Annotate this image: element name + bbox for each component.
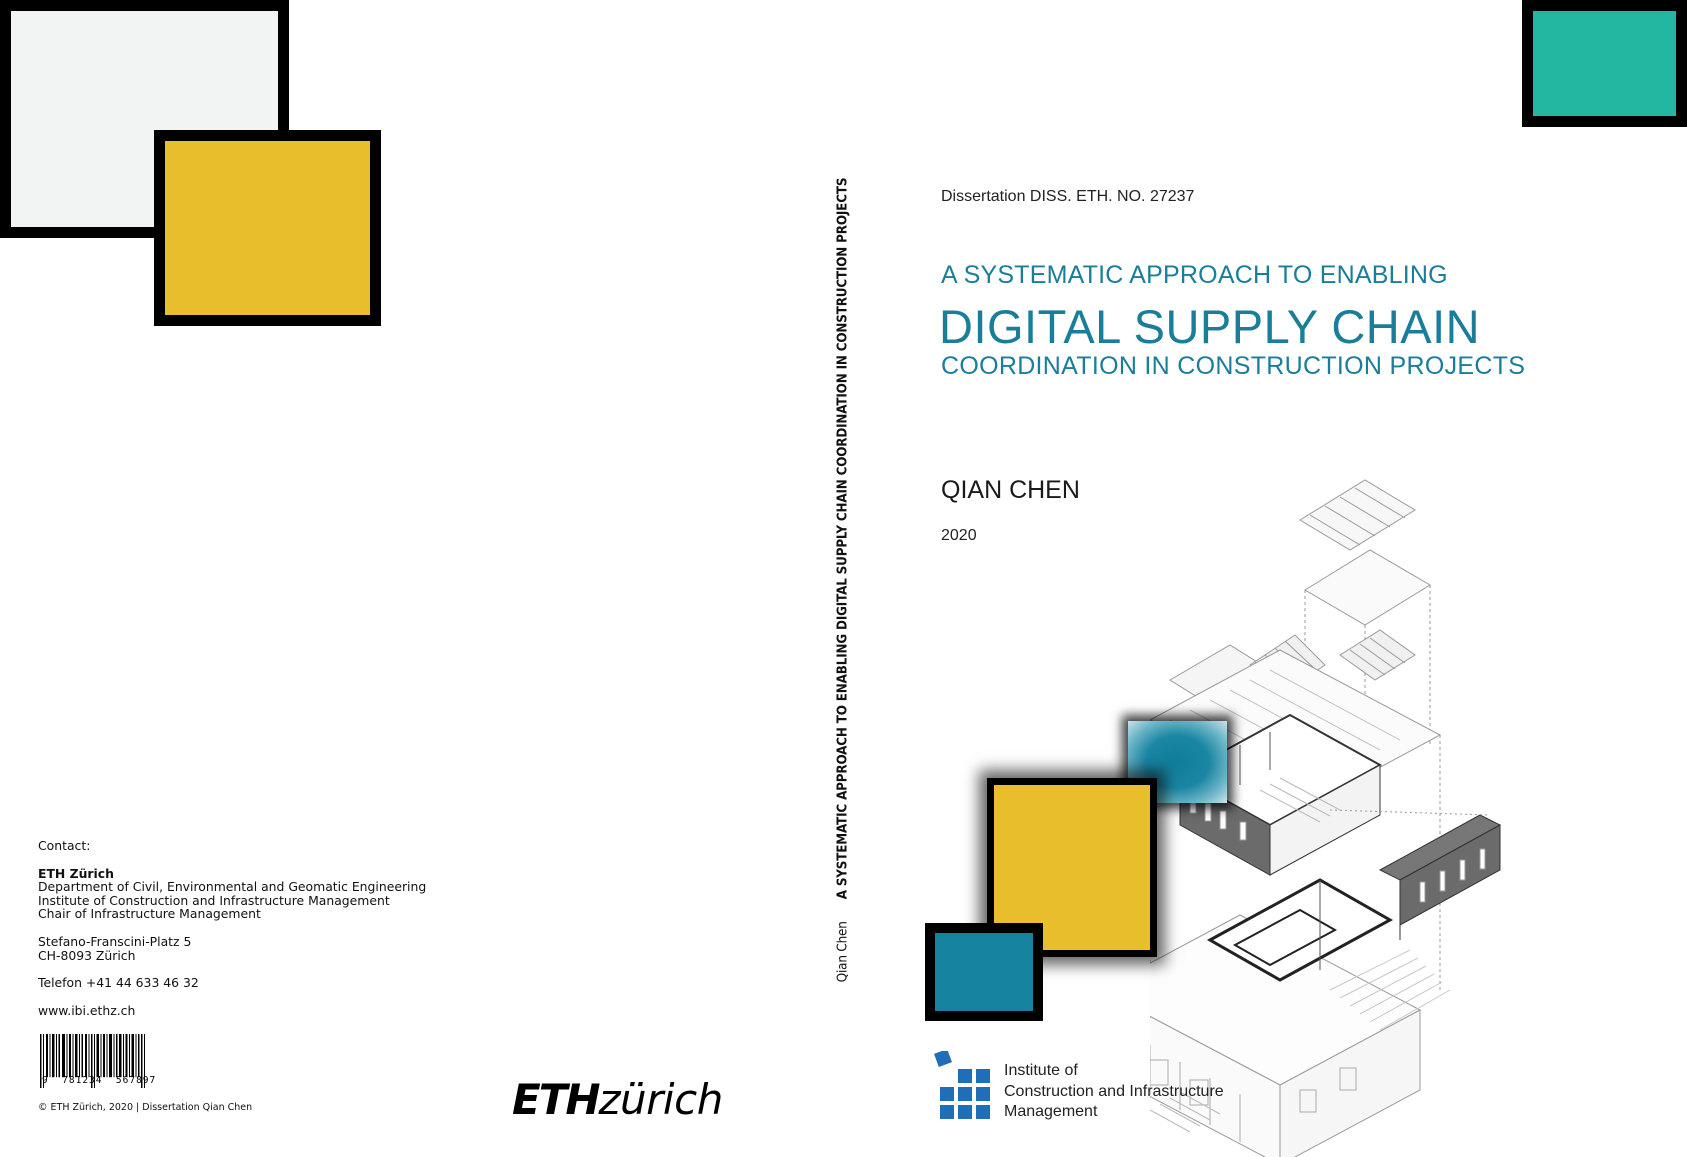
axonometric-building-drawing xyxy=(1150,470,1620,1157)
contact-institution: ETH Zürich xyxy=(38,865,114,881)
title-line-3: COORDINATION IN CONSTRUCTION PROJECTS xyxy=(941,352,1526,380)
institute-line-2: Construction and Infrastructure xyxy=(1004,1082,1224,1100)
institute-line-3: Management xyxy=(1004,1103,1098,1120)
institute-logo-icon xyxy=(934,1051,994,1123)
title-line-2: DIGITAL SUPPLY CHAIN xyxy=(939,300,1481,353)
eth-zurich-logo xyxy=(512,1075,723,1123)
contact-street: Stefano-Franscini-Platz 5 xyxy=(38,933,192,949)
institute-line-1: Institute of xyxy=(1004,1062,1078,1079)
decorative-yellow-square-back xyxy=(154,130,381,326)
spine-author: Qian Chen xyxy=(835,921,851,983)
contact-phone: Telefon +41 44 633 46 32 xyxy=(38,975,199,991)
barcode-number: 9 781234 567897 xyxy=(42,1075,157,1086)
eth-logo-light: zürich xyxy=(598,1075,723,1124)
spine-title: A SYSTEMATIC APPROACH TO ENABLING DIGITAL SUPPLY CHAIN COORDINATION IN CONSTRUCTION PROJECTS xyxy=(835,177,851,900)
contact-department: Department of Civil, Environmental and Geomatic Engineering xyxy=(38,879,427,895)
contact-city: CH-8093 Zürich xyxy=(38,947,136,963)
institute-name xyxy=(1004,1061,1224,1123)
decorative-blue-square xyxy=(925,923,1043,1021)
contact-label: Contact: xyxy=(38,838,91,853)
contact-institute: Institute of Construction and Infrastructure Management xyxy=(38,892,390,908)
contact-block xyxy=(38,839,458,1017)
contact-chair: Chair of Infrastructure Management xyxy=(38,906,261,922)
title-line-1: A SYSTEMATIC APPROACH TO ENABLING xyxy=(941,261,1448,289)
eth-logo-bold: ETH xyxy=(512,1075,599,1124)
publication-year: 2020 xyxy=(941,527,977,544)
author-name: QIAN CHEN xyxy=(941,476,1080,504)
copyright-notice: © ETH Zürich, 2020 | Dissertation Qian Chen xyxy=(38,1102,253,1113)
decorative-teal-square xyxy=(1522,0,1687,127)
contact-website[interactable]: www.ibi.ethz.ch xyxy=(38,1002,136,1018)
dissertation-number: Dissertation DISS. ETH. NO. 27237 xyxy=(941,188,1195,205)
